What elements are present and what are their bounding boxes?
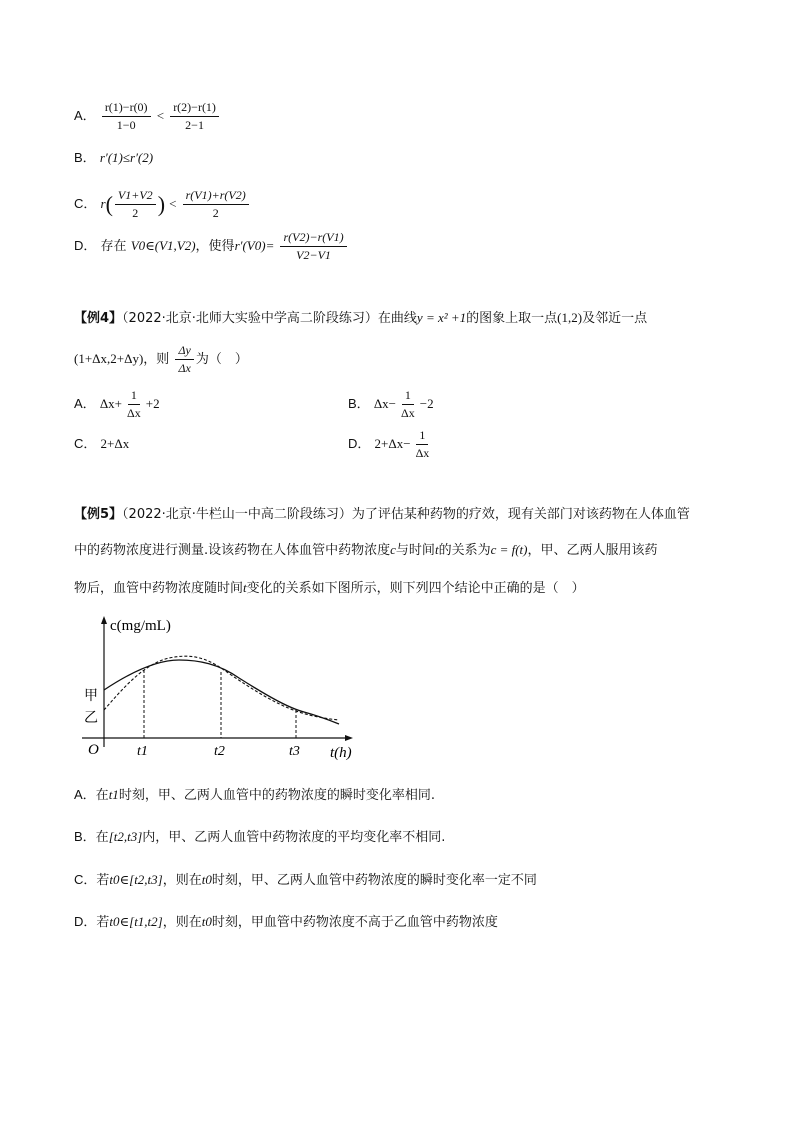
yi-label: 乙 (84, 710, 98, 726)
text: 为了评估某种药物的疗效，现有关部门对该药物在人体血管 (351, 507, 690, 522)
text: 内，甲、乙两人血管中药物浓度的平均变化率不相同. (142, 830, 446, 845)
fraction (102, 100, 151, 133)
fraction-numerator: r(V1)+r(V2) (183, 188, 249, 205)
fraction (413, 428, 433, 461)
example-source: （2022·北京·北师大实验中学高二阶段练习） (122, 311, 378, 326)
fraction-denominator: Δx (415, 446, 430, 460)
text: 在 (95, 788, 109, 803)
t1-label: t1 (137, 744, 148, 759)
text: 存在 (100, 239, 127, 254)
option-b-block1 (74, 149, 153, 168)
text: ，则 (143, 352, 170, 367)
text: 若 (96, 915, 110, 930)
example-source: （2022·北京·牛栏山一中高二阶段练习） (122, 507, 352, 522)
example4-line2 (74, 343, 248, 376)
text: 时刻，甲、乙两人血管中的药物浓度的瞬时变化率相同. (118, 788, 435, 803)
example4-option-b (348, 388, 434, 421)
example5-option-a (74, 786, 435, 805)
text: ，则在 (162, 915, 202, 930)
option-a (74, 388, 160, 420)
math-expression: [t2,t3] (108, 829, 143, 844)
fraction (183, 188, 249, 221)
example5-line3 (74, 579, 585, 598)
option-label: A． (74, 787, 96, 802)
fraction (175, 343, 193, 376)
fraction-denominator: 2 (212, 206, 219, 220)
math-expression: t0∈[t2,t3] (109, 872, 163, 887)
fraction (280, 230, 346, 263)
fraction-numerator: 1 (416, 428, 428, 445)
example4-option-c (74, 435, 129, 454)
y-axis-label: c(mg/mL) (110, 618, 171, 634)
fraction-denominator: 1−0 (116, 118, 136, 132)
option-label: D． (74, 238, 97, 253)
option-c-block1: C． r( $\frac{V1+V2}{2}$ ) < $\frac{r(V1)+r(V2)}{2}$ (74, 188, 251, 221)
x-axis-arrow (345, 735, 353, 741)
text: 的图象上取一点 (466, 311, 558, 326)
operator: < (169, 196, 177, 211)
fraction-numerator: r(1)−r(0) (102, 100, 151, 117)
fraction-numerator: r(2)−r(1) (170, 100, 219, 117)
option-label: C． (74, 436, 97, 451)
math-symbol: c (390, 542, 396, 557)
t3-label: t3 (289, 744, 300, 759)
y-axis-arrow (101, 616, 107, 624)
text: ，使得 (195, 239, 235, 254)
fraction (398, 388, 418, 421)
math-expression: r′(V0)= (234, 238, 275, 253)
example4-line1 (74, 309, 647, 328)
fraction-numerator: V1+V2 (115, 188, 156, 205)
text: 为（ ） (195, 352, 248, 367)
math-expression: (1+Δx,2+Δy) (74, 351, 144, 366)
math-expression: (1,2) (557, 310, 583, 325)
text: 在 (95, 830, 109, 845)
option-label: C． (74, 196, 97, 211)
math-expression: V0∈(V1,V2) (130, 238, 196, 253)
math-expression: c = f(t) (490, 542, 528, 557)
math-expression: r′(1)≤r′(2) (99, 150, 154, 165)
text: ，甲、乙两人服用该药 (527, 543, 658, 558)
fraction (170, 100, 219, 133)
math-expression: +2 (145, 396, 160, 411)
example4-option-d (348, 428, 434, 461)
text: 时刻，甲、乙两人血管中药物浓度的瞬时变化率一定不同 (211, 873, 537, 888)
math-expression: −2 (419, 396, 434, 411)
text: 若 (96, 873, 110, 888)
option-label: D． (348, 436, 371, 451)
option-label: B． (348, 396, 370, 411)
example5-option-d (74, 913, 498, 932)
math-expression: 2+Δx− (374, 436, 411, 451)
fraction-denominator: Δx (127, 406, 141, 420)
math-symbol: t (243, 580, 247, 595)
text: 的关系为 (438, 543, 491, 558)
fraction-denominator: Δx (178, 361, 191, 375)
option-label: A． (74, 396, 96, 411)
text: 物后，血管中药物浓度随时间 (74, 581, 244, 596)
text: 与时间 (395, 543, 435, 558)
fraction-numerator: 1 (402, 388, 414, 405)
math-symbol: t1 (108, 787, 119, 802)
math-symbol: t0 (201, 914, 212, 929)
jia-label: 甲 (84, 688, 98, 704)
math-symbol: t (434, 542, 439, 557)
math-expression: y = x² +1 (416, 310, 467, 325)
text: 及邻近一点 (582, 311, 648, 326)
text: 变化的关系如下图所示，则下列四个结论中正确的是（ ） (246, 581, 585, 596)
option-label: A． (74, 108, 96, 123)
math-symbol: r (100, 196, 106, 211)
option-label: C． (74, 872, 97, 887)
example4-options-row1 (74, 388, 160, 421)
math-expression: t0∈[t1,t2] (109, 914, 163, 929)
example5-option-b (74, 828, 445, 847)
x-axis-label: t(h) (330, 745, 352, 761)
math-expression: Δx− (373, 396, 397, 411)
math-expression: 2+Δx (100, 436, 130, 451)
math-expression: Δx+ (99, 396, 123, 411)
option-label: D． (74, 914, 97, 929)
option-label: B． (74, 829, 96, 844)
text: 时刻，甲血管中药物浓度不高于乙血管中药物浓度 (211, 915, 498, 930)
origin-label: O (88, 742, 99, 758)
fraction-denominator: V2−V1 (296, 248, 331, 262)
example-tag: 【例4】 (74, 311, 123, 326)
example5-line2 (74, 541, 658, 560)
fraction-numerator: r(V2)−r(V1) (280, 230, 346, 247)
text: 在曲线 (377, 311, 417, 326)
fraction (115, 188, 156, 221)
option-d-block1 (74, 230, 349, 263)
math-symbol: t0 (201, 872, 212, 887)
fraction-numerator: 1 (128, 388, 140, 405)
example-tag: 【例5】 (74, 507, 123, 522)
t2-label: t2 (214, 744, 225, 759)
fraction (124, 388, 144, 421)
option-a-block1 (74, 100, 221, 133)
fraction-denominator: 2 (132, 206, 139, 220)
operator: < (156, 108, 165, 123)
concentration-chart (74, 612, 364, 762)
fraction-denominator: 2−1 (185, 118, 204, 132)
example5-option-c (74, 871, 537, 890)
text: 中的药物浓度进行测量.设该药物在人体血管中药物浓度 (74, 543, 391, 558)
text: ，则在 (162, 873, 202, 888)
option-label: B． (74, 150, 96, 165)
example5-line1 (74, 506, 690, 524)
fraction-denominator: Δx (401, 406, 415, 420)
fraction-numerator: Δy (175, 343, 193, 360)
